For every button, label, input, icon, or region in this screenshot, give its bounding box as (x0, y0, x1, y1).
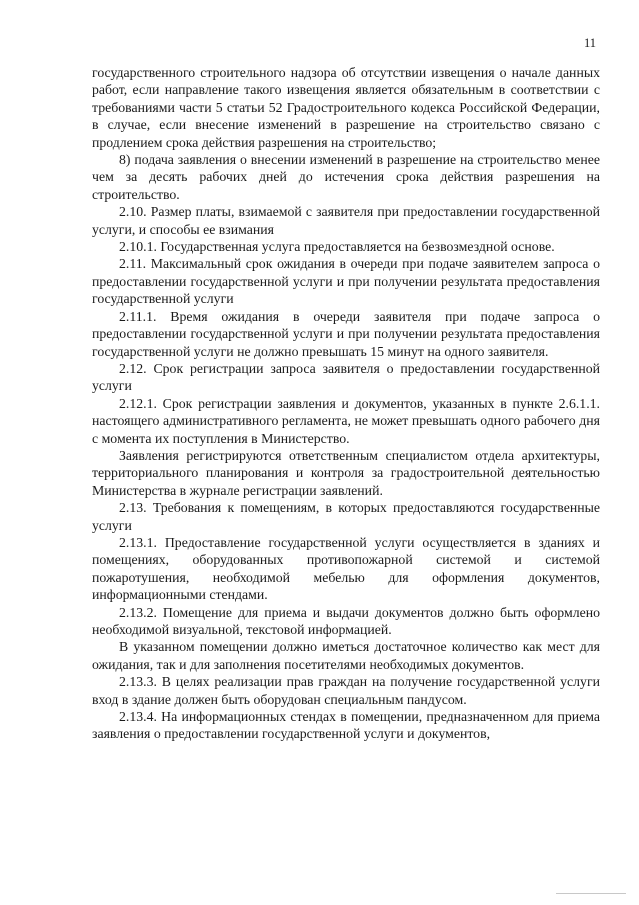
paragraph: 2.13.1. Предоставление государственной услуги осуществляется в зданиях и помещениях, оборудованных противопожарной системой и системой пожаротушения, необходимой мебелью для оформления документов, информационными стендами. (92, 534, 600, 603)
scan-artifact (556, 893, 626, 894)
document-body (92, 64, 600, 743)
section-heading: 2.11. Максимальный срок ожидания в очереди при подаче заявителем запроса о предоставлении государственной услуги и при получении результата предоставления государственной услуги (92, 256, 600, 307)
page-number: 11 (584, 36, 597, 50)
paragraph: 2.13.2. Помещение для приема и выдачи документов должно быть оформлено необходимой визуальной, текстовой информацией. (92, 604, 600, 637)
paragraph: 2.13.3. В целях реализации прав граждан на получение государственной услуги вход в здание должен быть оборудован специальным пандусом. (92, 674, 600, 707)
paragraph: государственного строительного надзора об отсутствии извещения о начале данных работ, если направление такого извещения является обязательным в соответствии с требованиями части 5 статьи 52 Градостроительного кодекса Российской Федерации, в случае, если внесение изменений в разрешение на строительство связано с продлением срока действия разрешения на строительство; (92, 65, 600, 150)
section-heading: 2.13. Требования к помещениям, в которых предоставляются государственные услуги (92, 500, 600, 533)
paragraph: 2.10.1. Государственная услуга предоставляется на безвозмездной основе. (119, 239, 555, 255)
paragraph: В указанном помещении должно иметься достаточное количество как мест для ожидания, так и для заполнения посетителями необходимых документов. (92, 639, 600, 672)
paragraph: 2.12.1. Срок регистрации заявления и документов, указанных в пункте 2.6.1.1. настоящего административного регламента, не может превышать одного рабочего дня с момента их поступления в Министерство. (92, 395, 600, 446)
paragraph: 2.13.4. На информационных стендах в помещении, предназначенном для приема заявления о предоставлении государственной услуги и документов, (92, 709, 600, 742)
section-heading: 2.12. Срок регистрации запроса заявителя о предоставлении государственной услуги (92, 360, 600, 394)
section-heading: 2.10. Размер платы, взимаемой с заявителя при предоставлении государственной услуги, и способы ее взимания (92, 204, 600, 237)
paragraph: 8) подача заявления о внесении изменений в разрешение на строительство менее чем за десять рабочих дней до истечения срока действия разрешения на строительство. (92, 152, 600, 202)
paragraph: 2.11.1. Время ожидания в очереди заявителя при подаче запроса о предоставлении государственной услуги и при получении результата предоставления государственной услуги не должно превышать 15 минут на одного заявителя. (92, 308, 600, 359)
paragraph: Заявления регистрируются ответственным специалистом отдела архитектуры, территориального планирования и контроля за градостроительной деятельностью Министерства в журнале регистрации заявлений. (92, 447, 600, 498)
